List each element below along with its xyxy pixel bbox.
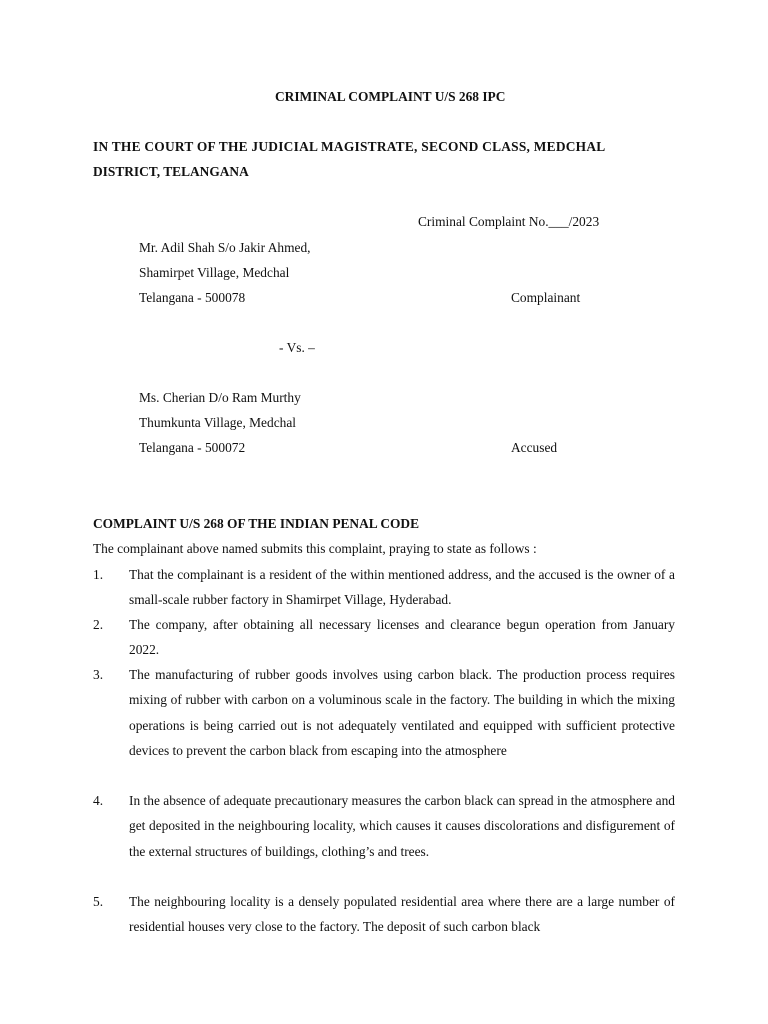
document-title: CRIMINAL COMPLAINT U/S 268 IPC (275, 89, 506, 104)
court-heading-line-1: IN THE COURT OF THE JUDICIAL MAGISTRATE, SECOND CLASS, MEDCHAL (93, 139, 606, 154)
paragraph-number: 3. (93, 667, 104, 682)
paragraph-number: 4. (93, 793, 104, 808)
paragraph-text: The neighbouring locality is a densely populated residential area where there are a large number of residential houses very close to the factory. The deposit of such carbon black (129, 894, 675, 935)
accused-role: Accused (511, 440, 558, 455)
intro-text: The complainant above named submits this complaint, praying to state as follows : (93, 541, 537, 556)
complaint-number: Criminal Complaint No.___/2023 (418, 214, 600, 229)
paragraph-number: 2. (93, 617, 104, 632)
paragraph-text: In the absence of adequate precautionary measures the carbon black can spread in the atmosphere and get deposited in the neighbouring locality, which causes it causes discolorations and disfigurement of the external structures of buildings, clothing’s and trees. (129, 793, 675, 859)
complainant-address-line-1: Shamirpet Village, Medchal (139, 265, 290, 280)
accused-address-line-2: Telangana - 500072 (139, 440, 246, 455)
paragraph-number: 1. (93, 567, 104, 582)
paragraph-text: The manufacturing of rubber goods involves using carbon black. The production process requires mixing of rubber with carbon on a voluminous scale in the factory. The building in which the mixing operations is being carried out is not adequately ventilated and equipped with sufficient protective devices to prevent the carbon black from escaping into the atmosphere (129, 667, 675, 758)
complainant-address-line-2: Telangana - 500078 (139, 290, 246, 305)
versus-label: - Vs. – (279, 340, 315, 355)
paragraph-number: 5. (93, 894, 104, 909)
court-heading-line-2: DISTRICT, TELANGANA (93, 164, 249, 179)
complainant-name: Mr. Adil Shah S/o Jakir Ahmed, (139, 240, 311, 255)
accused-address-line-1: Thumkunta Village, Medchal (139, 415, 296, 430)
accused-name: Ms. Cherian D/o Ram Murthy (139, 390, 301, 405)
complainant-role: Complainant (511, 290, 581, 305)
paragraph-text: That the complainant is a resident of the within mentioned address, and the accused is the owner of a small-scale rubber factory in Shamirpet Village, Hyderabad. (129, 567, 675, 608)
section-heading: COMPLAINT U/S 268 OF THE INDIAN PENAL CODE (93, 516, 420, 531)
paragraph-text: The company, after obtaining all necessary licenses and clearance begun operation from January 2022. (129, 617, 675, 658)
